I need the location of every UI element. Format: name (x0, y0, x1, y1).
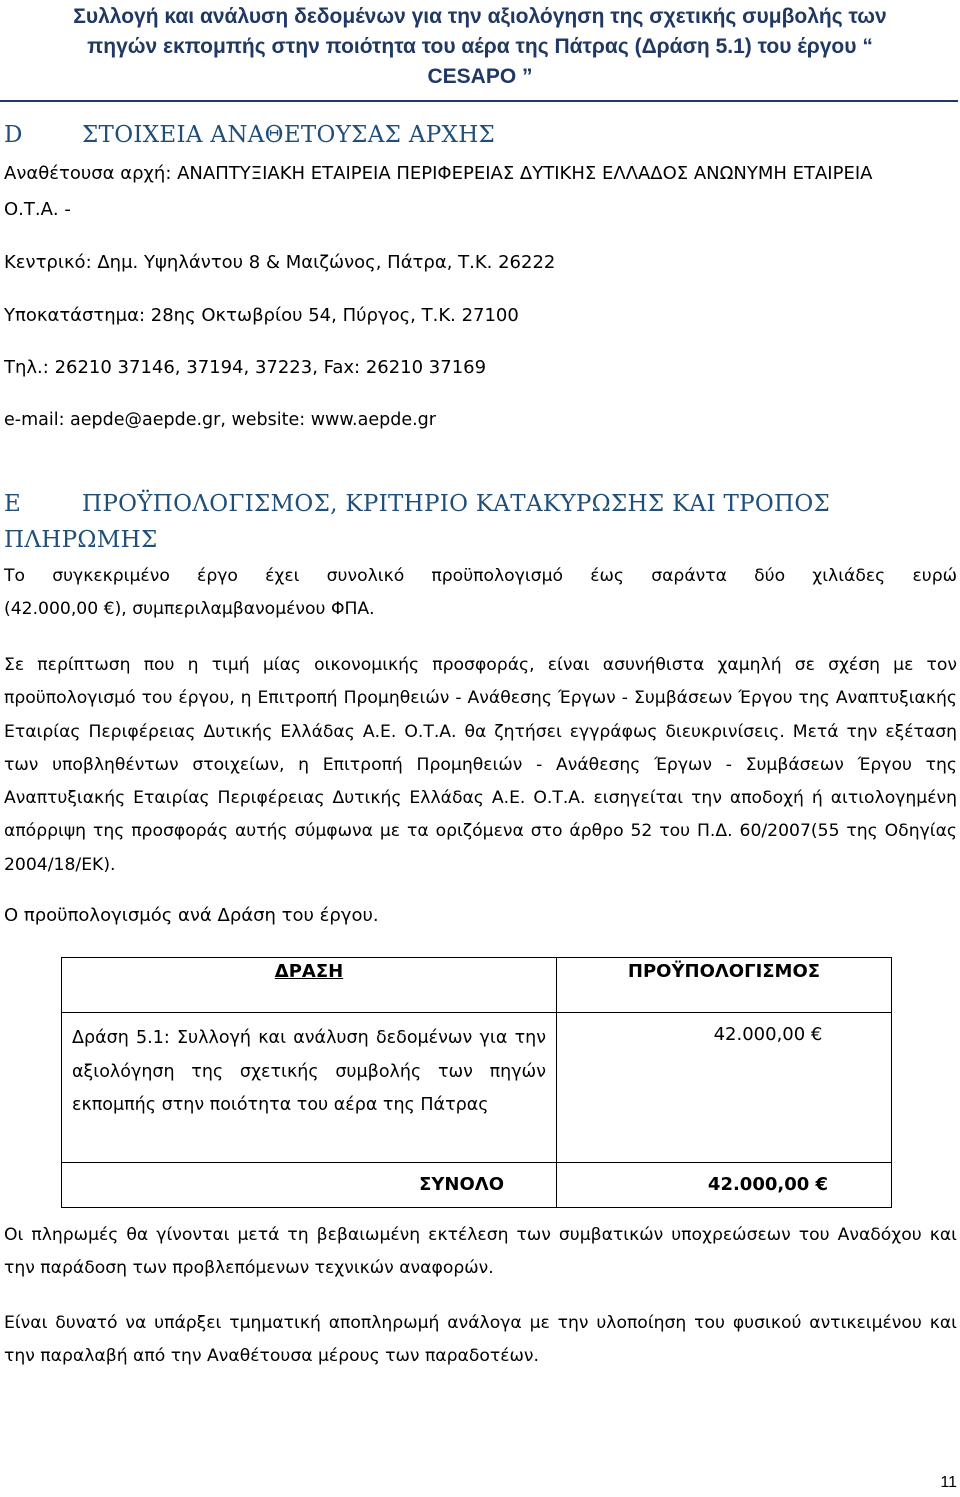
budget-paragraph-line-1: Το συγκεκριμένο έργο έχει συνολικό προϋπολογισμό έως σαράντα δύο χιλιάδες ευρώ (4, 566, 957, 586)
header-line-3: CESAPO ” (427, 65, 533, 88)
section-e-letter: E (4, 491, 22, 517)
section-e-title-line-1: ΠΡΟΫΠΟΛΟΓΙΣΜΟΣ, ΚΡΙΤΗΡΙΟ ΚΑΤΑΚΥΡΩΣΗΣ ΚΑΙ ΤΡΟΠΟΣ (82, 491, 831, 517)
table-intro: Ο προϋπολογισμός ανά Δράση του έργου. (4, 905, 379, 926)
page-number: 11 (940, 1474, 957, 1491)
low-offer-paragraph: Σε περίπτωση που η τιμή μίας οικονομικής προσφοράς, είναι ασυνήθιστα χαμηλή σε σχέση με τον προϋπολογισμό του έργου, η Επιτροπή Προμηθειών - Ανάθεσης Έργων - Συμβάσεων Έργου της Αναπτυξιακής Εταιρίας Περιφέρειας Δυτικής Ελλάδας Α.Ε. Ο.Τ.Α. θα ζητήσει εγγράφως διευκρινίσεις. Μετά την εξέταση των υποβληθέντων στοιχείων, η Επιτροπή Προμηθειών - Ανάθεσης Έργων - Συμβάσεων Έργου της Αναπτυξιακής Εταιρίας Περιφέρειας Δυτικής Ελλάδας Α.Ε. Ο.Τ.Α. εισηγείται την αποδοχή ή αιτιολογημένη απόρριψη της προσφοράς αυτής σύμφωνα με τα οριζόμενα στο άρθρο 52 του Π.Δ. 60/2007(55 της Οδηγίας 2004/18/ΕΚ). (4, 655, 957, 875)
table-row (62, 1013, 892, 1163)
document-header (0, 2, 960, 92)
total-label-cell (62, 1163, 557, 1208)
budget-table (61, 957, 892, 1208)
table-header-row (62, 958, 892, 1013)
total-value: 42.000,00 € (707, 1174, 829, 1195)
branch-address: Υποκατάστημα: 28ης Οκτωβρίου 54, Πύργος, Τ.Κ. 27100 (4, 305, 519, 326)
action-cell (62, 1013, 557, 1163)
total-label: ΣΥΝΟΛΟ (419, 1174, 504, 1195)
authority-line-2: Ο.Τ.Α. - (4, 199, 71, 220)
authority-line-1: Αναθέτουσα αρχή: ΑΝΑΠΤΥΞΙΑΚΗ ΕΤΑΙΡΕΙΑ ΠΕΡΙΦΕΡΕΙΑΣ ΔΥΤΙΚΗΣ ΕΛΛΑΔΟΣ ΑΝΩΝΥΜΗ ΕΤΑΙΡΕΙΑ (4, 163, 873, 184)
header-budget-label: ΠΡΟΫΠΟΛΟΓΙΣΜΟΣ (627, 961, 821, 982)
budget-paragraph-line-2: (42.000,00 €), συμπεριλαμβανομένου ΦΠΑ. (4, 599, 375, 619)
partial-payment-paragraph: Είναι δυνατό να υπάρξει τμηματική αποπληρωμή ανάλογα με την υλοποίηση του φυσικού αντικειμένου και την παραλαβή από την Αναθέτουσα μέρους των παραδοτέων. (4, 1313, 957, 1367)
table-total-row (62, 1163, 892, 1208)
header-line-1: Συλλογή και ανάλυση δεδομένων για την αξιολόγηση της σχετικής συμβολής των (73, 5, 887, 28)
action-budget-value: 42.000,00 € (713, 1024, 823, 1045)
section-d-heading (4, 122, 495, 148)
action-description: Δράση 5.1: Συλλογή και ανάλυση δεδομένων για την αξιολόγηση της σχετικής συμβολής των πηγών εκπομπής στην ποιότητα του αέρα της Πάτρας (72, 1028, 546, 1115)
header-line-2: πηγών εκπομπής στην ποιότητα του αέρα της Πάτρας (Δράση 5.1) του έργου “ (87, 35, 873, 58)
section-d-title: ΣΤΟΙΧΕΙΑ ΑΝΑΘΕΤΟΥΣΑΣ ΑΡΧΗΣ (82, 122, 496, 148)
section-e-heading (4, 491, 830, 517)
budget-cell (557, 1013, 892, 1163)
header-cell-budget (557, 958, 892, 1013)
total-value-cell (557, 1163, 892, 1208)
section-d-letter: D (4, 122, 23, 148)
email-website: e-mail: aepde@aepde.gr, website: www.aepde.gr (4, 410, 436, 430)
section-e-title-line-2: ΠΛΗΡΩΜΗΣ (4, 527, 158, 553)
header-divider (0, 100, 958, 102)
header-cell-action (62, 958, 557, 1013)
headquarters-address: Κεντρικό: Δημ. Υψηλάντου 8 & Μαιζώνος, Πάτρα, Τ.Κ. 26222 (4, 252, 556, 273)
payments-paragraph: Οι πληρωμές θα γίνονται μετά τη βεβαιωμένη εκτέλεση των συμβατικών υποχρεώσεων του Αναδόχου και την παράδοση των προβλεπόμενων τεχνικών αναφορών. (4, 1225, 957, 1279)
header-action-label: ΔΡΑΣΗ (274, 961, 344, 982)
phone-fax: Τηλ.: 26210 37146, 37194, 37223, Fax: 26210 37169 (4, 357, 487, 378)
